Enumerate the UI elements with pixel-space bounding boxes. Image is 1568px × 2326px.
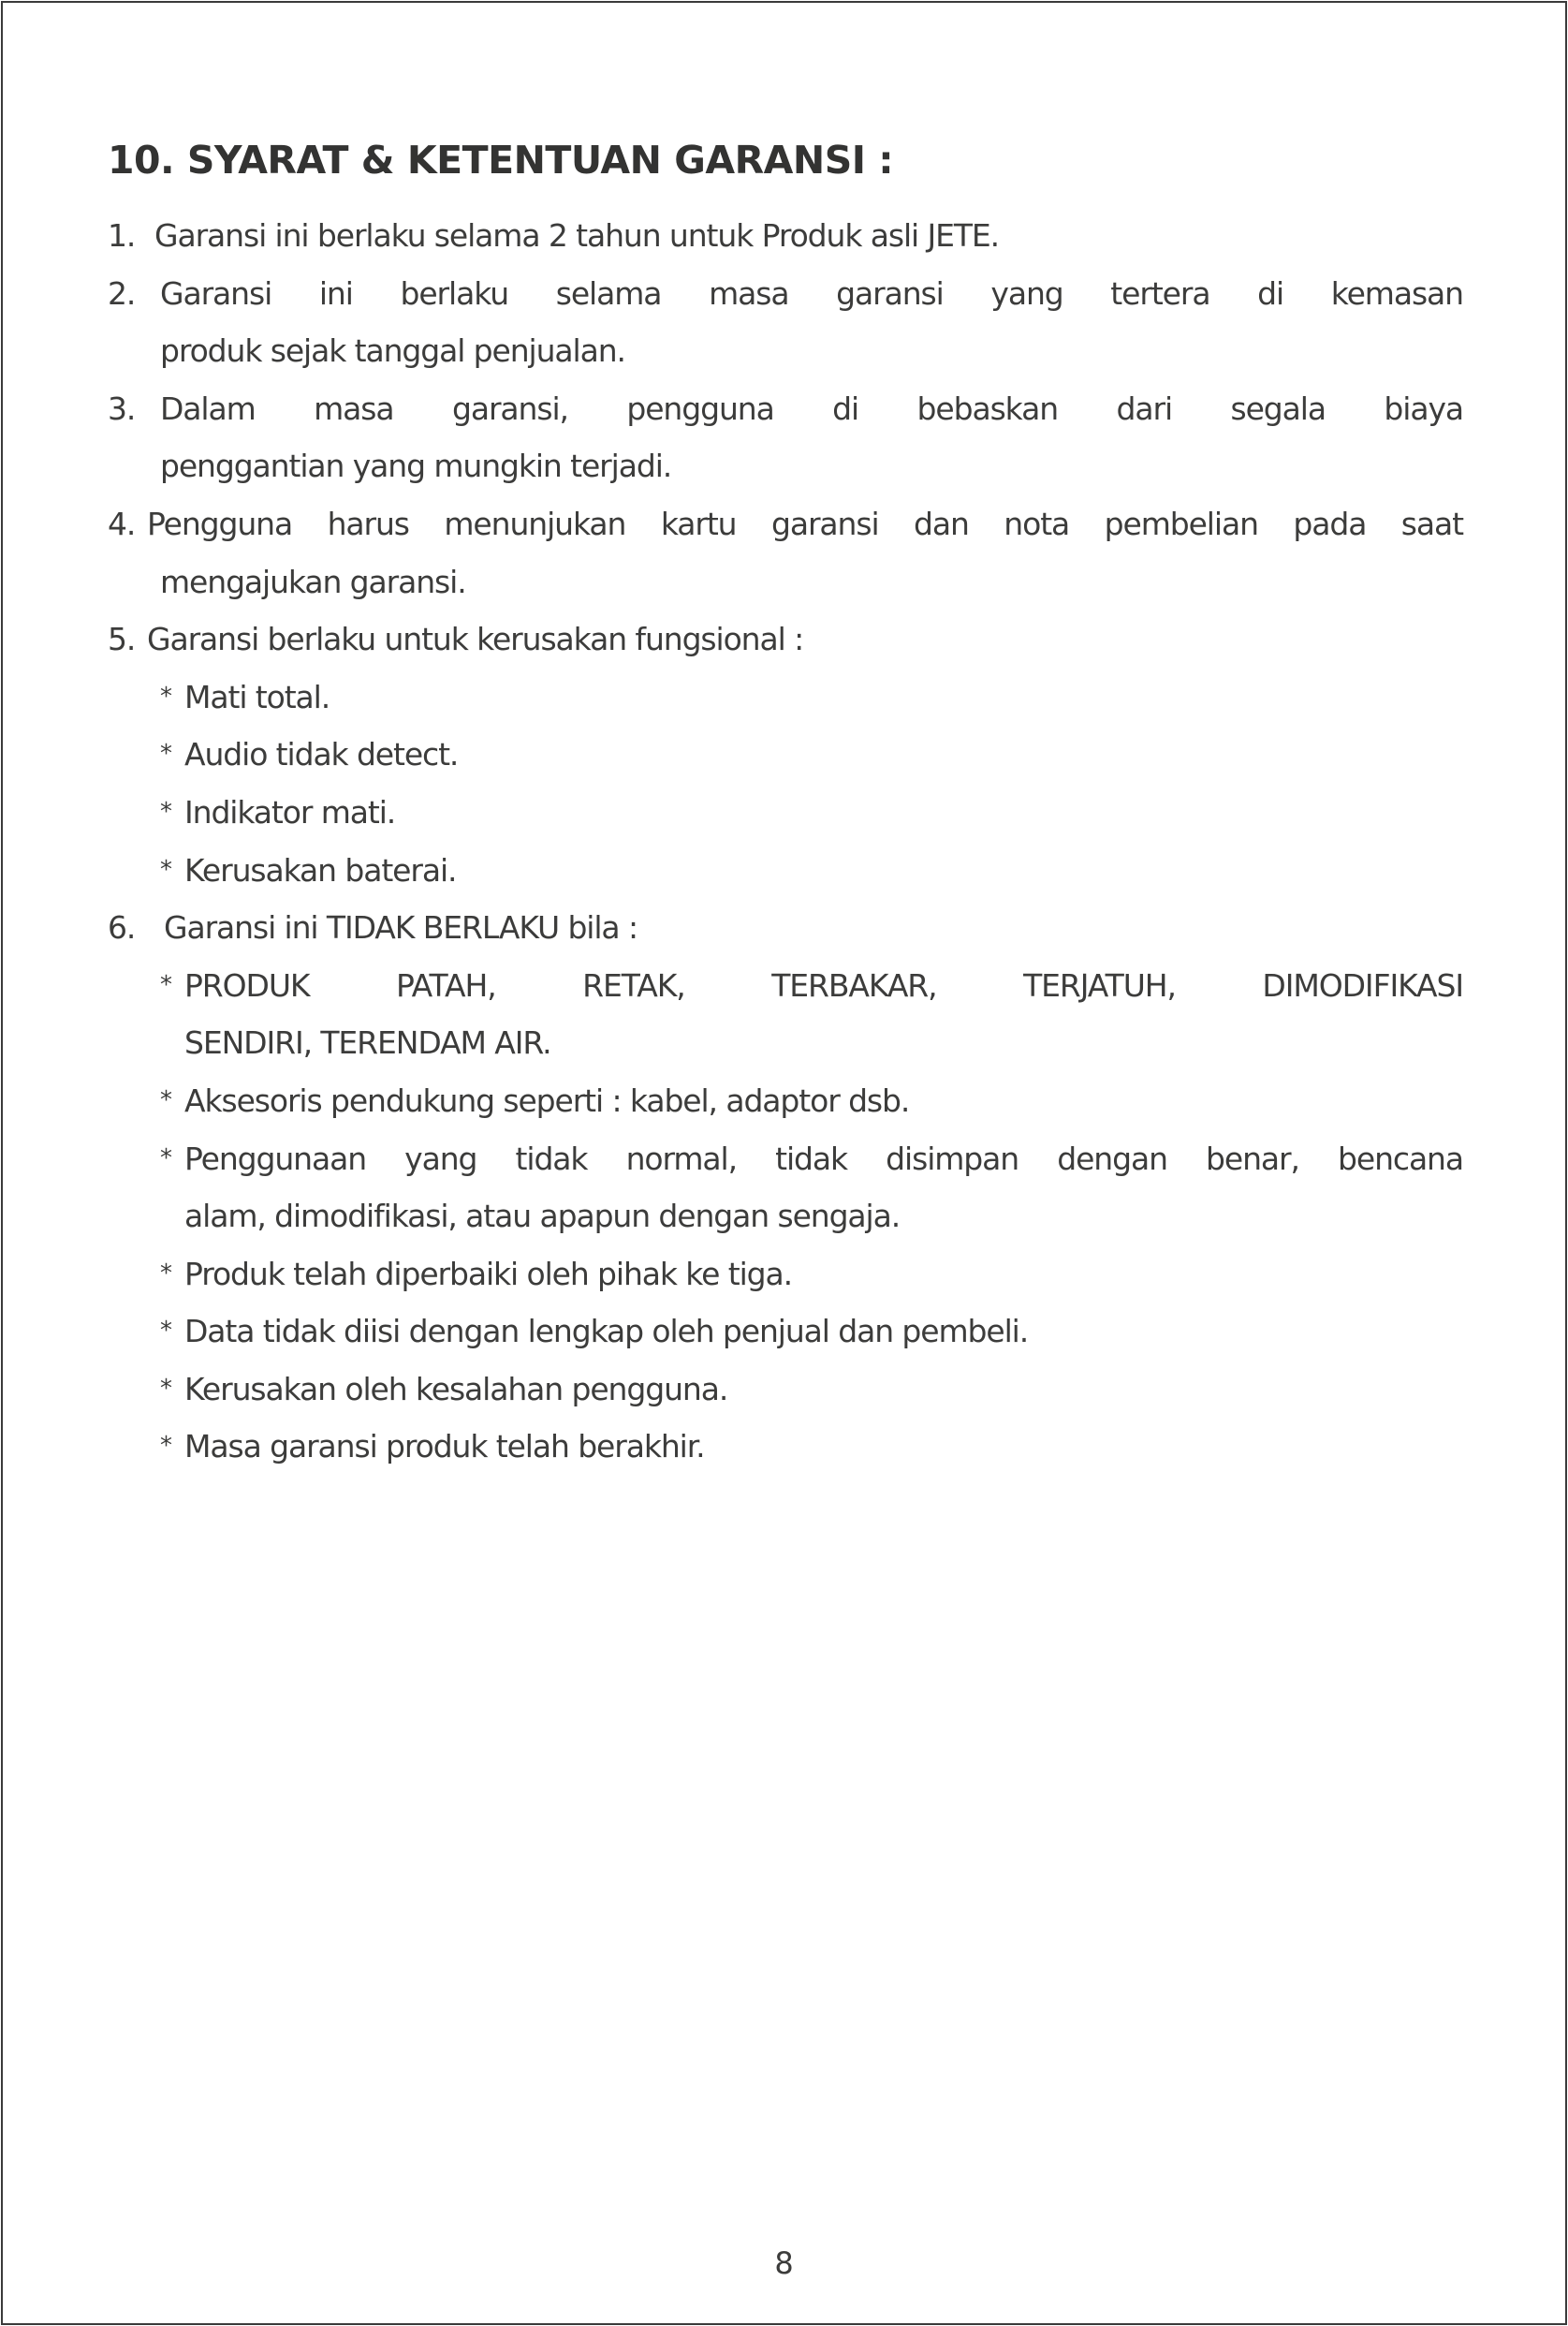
list-item-4-continuation [108, 553, 1463, 611]
item-number: 6. [108, 909, 136, 947]
asterisk-bullet-icon: * [160, 682, 171, 711]
bullet-text: Produk telah diperbaiki oleh pihak ke tiga. [184, 1255, 793, 1292]
asterisk-bullet-icon: * [160, 1259, 171, 1288]
bullet-item [108, 1245, 1463, 1303]
item-text-continuation: produk sejak tanggal penjualan. [160, 332, 625, 370]
warranty-section [108, 132, 1463, 1476]
bullet-text: PRODUK PATAH, RETAK, TERBAKAR, TERJATUH, DIMODIFIKASI [184, 966, 1463, 1004]
bullet-text: Audio tidak detect. [184, 736, 459, 773]
asterisk-bullet-icon: * [160, 1085, 171, 1114]
list-item-2-continuation [108, 322, 1463, 380]
bullet-text: Aksesoris pendukung seperti : kabel, adaptor dsb. [184, 1082, 910, 1119]
item-number: 5. [108, 621, 136, 658]
item-text: Dalam masa garansi, pengguna di bebaskan dari segala biaya [160, 390, 1463, 427]
bullet-text-continuation: alam, dimodifikasi, atau apapun dengan sengaja. [184, 1198, 901, 1235]
bullet-item [108, 1418, 1463, 1476]
asterisk-bullet-icon: * [160, 1432, 171, 1461]
item-number: 4. [108, 505, 136, 542]
bullet-item [108, 726, 1463, 784]
bullet-text: Penggunaan yang tidak normal, tidak disimpan dengan benar, bencana [184, 1140, 1463, 1177]
bullet-item [108, 669, 1463, 727]
bullet-text: Mati total. [184, 678, 330, 715]
asterisk-bullet-icon: * [160, 1143, 171, 1172]
item-text: Garansi berlaku untuk kerusakan fungsional : [147, 621, 804, 658]
bullet-text: Indikator mati. [184, 793, 396, 831]
item-text: Garansi ini berlaku selama masa garansi yang tertera di kemasan [160, 274, 1463, 312]
asterisk-bullet-icon: * [160, 740, 171, 769]
item-number: 3. [108, 390, 136, 427]
page-number: 8 [774, 2245, 794, 2281]
asterisk-bullet-icon: * [160, 970, 171, 999]
bullet-item [108, 1303, 1463, 1361]
item-number: 2. [108, 274, 136, 312]
bullet-item [108, 842, 1463, 900]
list-item-3-continuation [108, 437, 1463, 495]
item-text: Pengguna harus menunjukan kartu garansi dan nota pembelian pada saat [147, 505, 1463, 542]
list-item-4 [108, 495, 1463, 553]
item-text-continuation: penggantian yang mungkin terjadi. [160, 448, 672, 485]
bullet-item [108, 1072, 1463, 1130]
asterisk-bullet-icon: * [160, 855, 171, 884]
list-item-5 [108, 611, 1463, 669]
item-text: Garansi ini TIDAK BERLAKU bila : [164, 909, 637, 947]
list-item-3 [108, 380, 1463, 438]
item-text: Garansi ini berlaku selama 2 tahun untuk Produk asli JETE. [154, 217, 1000, 254]
bullet-text-continuation: SENDIRI, TERENDAM AIR. [184, 1024, 551, 1062]
asterisk-bullet-icon: * [160, 797, 171, 826]
bullet-text: Data tidak diisi dengan lengkap oleh penjual dan pembeli. [184, 1313, 1029, 1350]
bullet-text: Kerusakan baterai. [184, 851, 457, 889]
bullet-text: Kerusakan oleh kesalahan pengguna. [184, 1370, 728, 1407]
bullet-item-continuation [108, 1014, 1463, 1072]
asterisk-bullet-icon: * [160, 1317, 171, 1346]
list-item-1 [108, 207, 1463, 265]
list-item-2 [108, 265, 1463, 323]
asterisk-bullet-icon: * [160, 1374, 171, 1403]
bullet-item [108, 1361, 1463, 1419]
item-text-continuation: mengajukan garansi. [160, 563, 466, 600]
bullet-item [108, 784, 1463, 842]
item-number: 1. [108, 217, 136, 254]
bullet-item [108, 1130, 1463, 1188]
page-frame [1, 1, 1567, 2325]
bullet-text: Masa garansi produk telah berakhir. [184, 1428, 705, 1465]
list-item-6 [108, 899, 1463, 957]
section-title: 10. SYARAT & KETENTUAN GARANSI : [108, 138, 894, 183]
bullet-item-continuation [108, 1187, 1463, 1245]
bullet-item [108, 957, 1463, 1015]
